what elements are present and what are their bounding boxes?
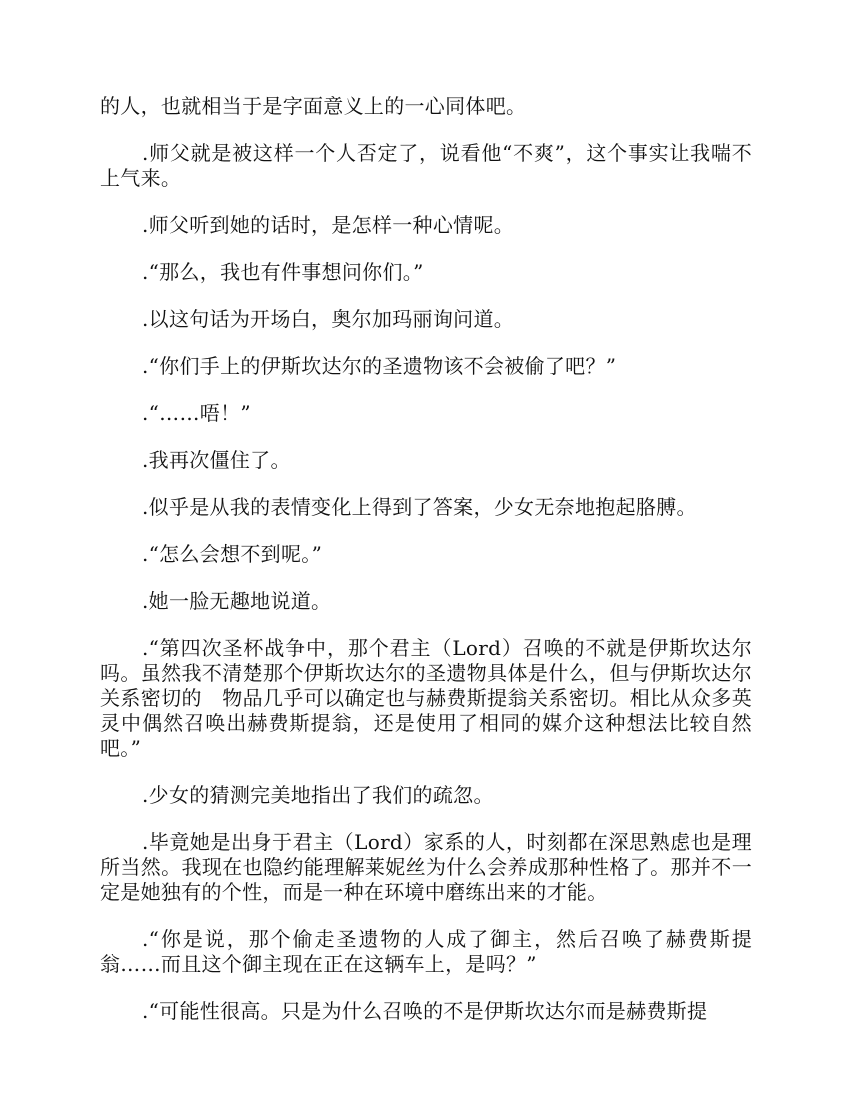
paragraph-15: .“你是说，那个偷走圣遗物的人成了御主，然后召唤了赫费斯提翁……而且这个御主现在正在这辆车上，是吗？”: [100, 927, 752, 976]
paragraph-13: .少女的猜测完美地指出了我们的疏忽。: [142, 783, 494, 807]
paragraph-4: .“那么，我也有件事想问你们。”: [142, 260, 424, 284]
paragraph-10: .“怎么会想不到呢。”: [142, 542, 323, 566]
paragraph-16: .“可能性很高。只是为什么召唤的不是伊斯坎达尔而是赫费斯提: [142, 999, 708, 1023]
paragraph-9: .似乎是从我的表情变化上得到了答案，少女无奈地抱起胳膊。: [142, 495, 697, 519]
paragraph-8: .我再次僵住了。: [142, 448, 291, 472]
paragraph-12: .“第四次圣杯战争中，那个君主（Lord）召唤的不就是伊斯坎达尔吗。虽然我不清楚那个伊斯坎达尔的圣遗物具体是什么，但与伊斯坎达尔关系密切的 物品几乎可以确定也与赫费斯提翁关系密切。相比从众多英灵中偶然召唤出赫费斯提翁，还是使用了相同的媒介这种想法比较自然吧。”: [100, 636, 752, 760]
document-page: [100, 94, 752, 1046]
paragraph-5: .以这句话为开场白，奥尔加玛丽询问道。: [142, 307, 515, 331]
paragraph-7: .“……唔！”: [142, 401, 251, 425]
paragraph-3: .师父听到她的话时，是怎样一种心情呢。: [142, 213, 515, 237]
paragraph-6: .“你们手上的伊斯坎达尔的圣遗物该不会被偷了吧？”: [142, 354, 617, 378]
paragraph-1: 的人，也就相当于是字面意义上的一心同体吧。: [100, 94, 527, 118]
paragraph-11: .她一脸无趣地说道。: [142, 589, 332, 613]
paragraph-14: .毕竟她是出身于君主（Lord）家系的人，时刻都在深思熟虑也是理所当然。我现在也隐约能理解莱妮丝为什么会养成那种性格了。那并不一定是她独有的个性，而是一种在环境中磨练出来的才能。: [100, 830, 752, 904]
paragraph-2: .师父就是被这样一个人否定了，说看他“不爽”，这个事实让我喘不上气来。: [100, 141, 752, 190]
